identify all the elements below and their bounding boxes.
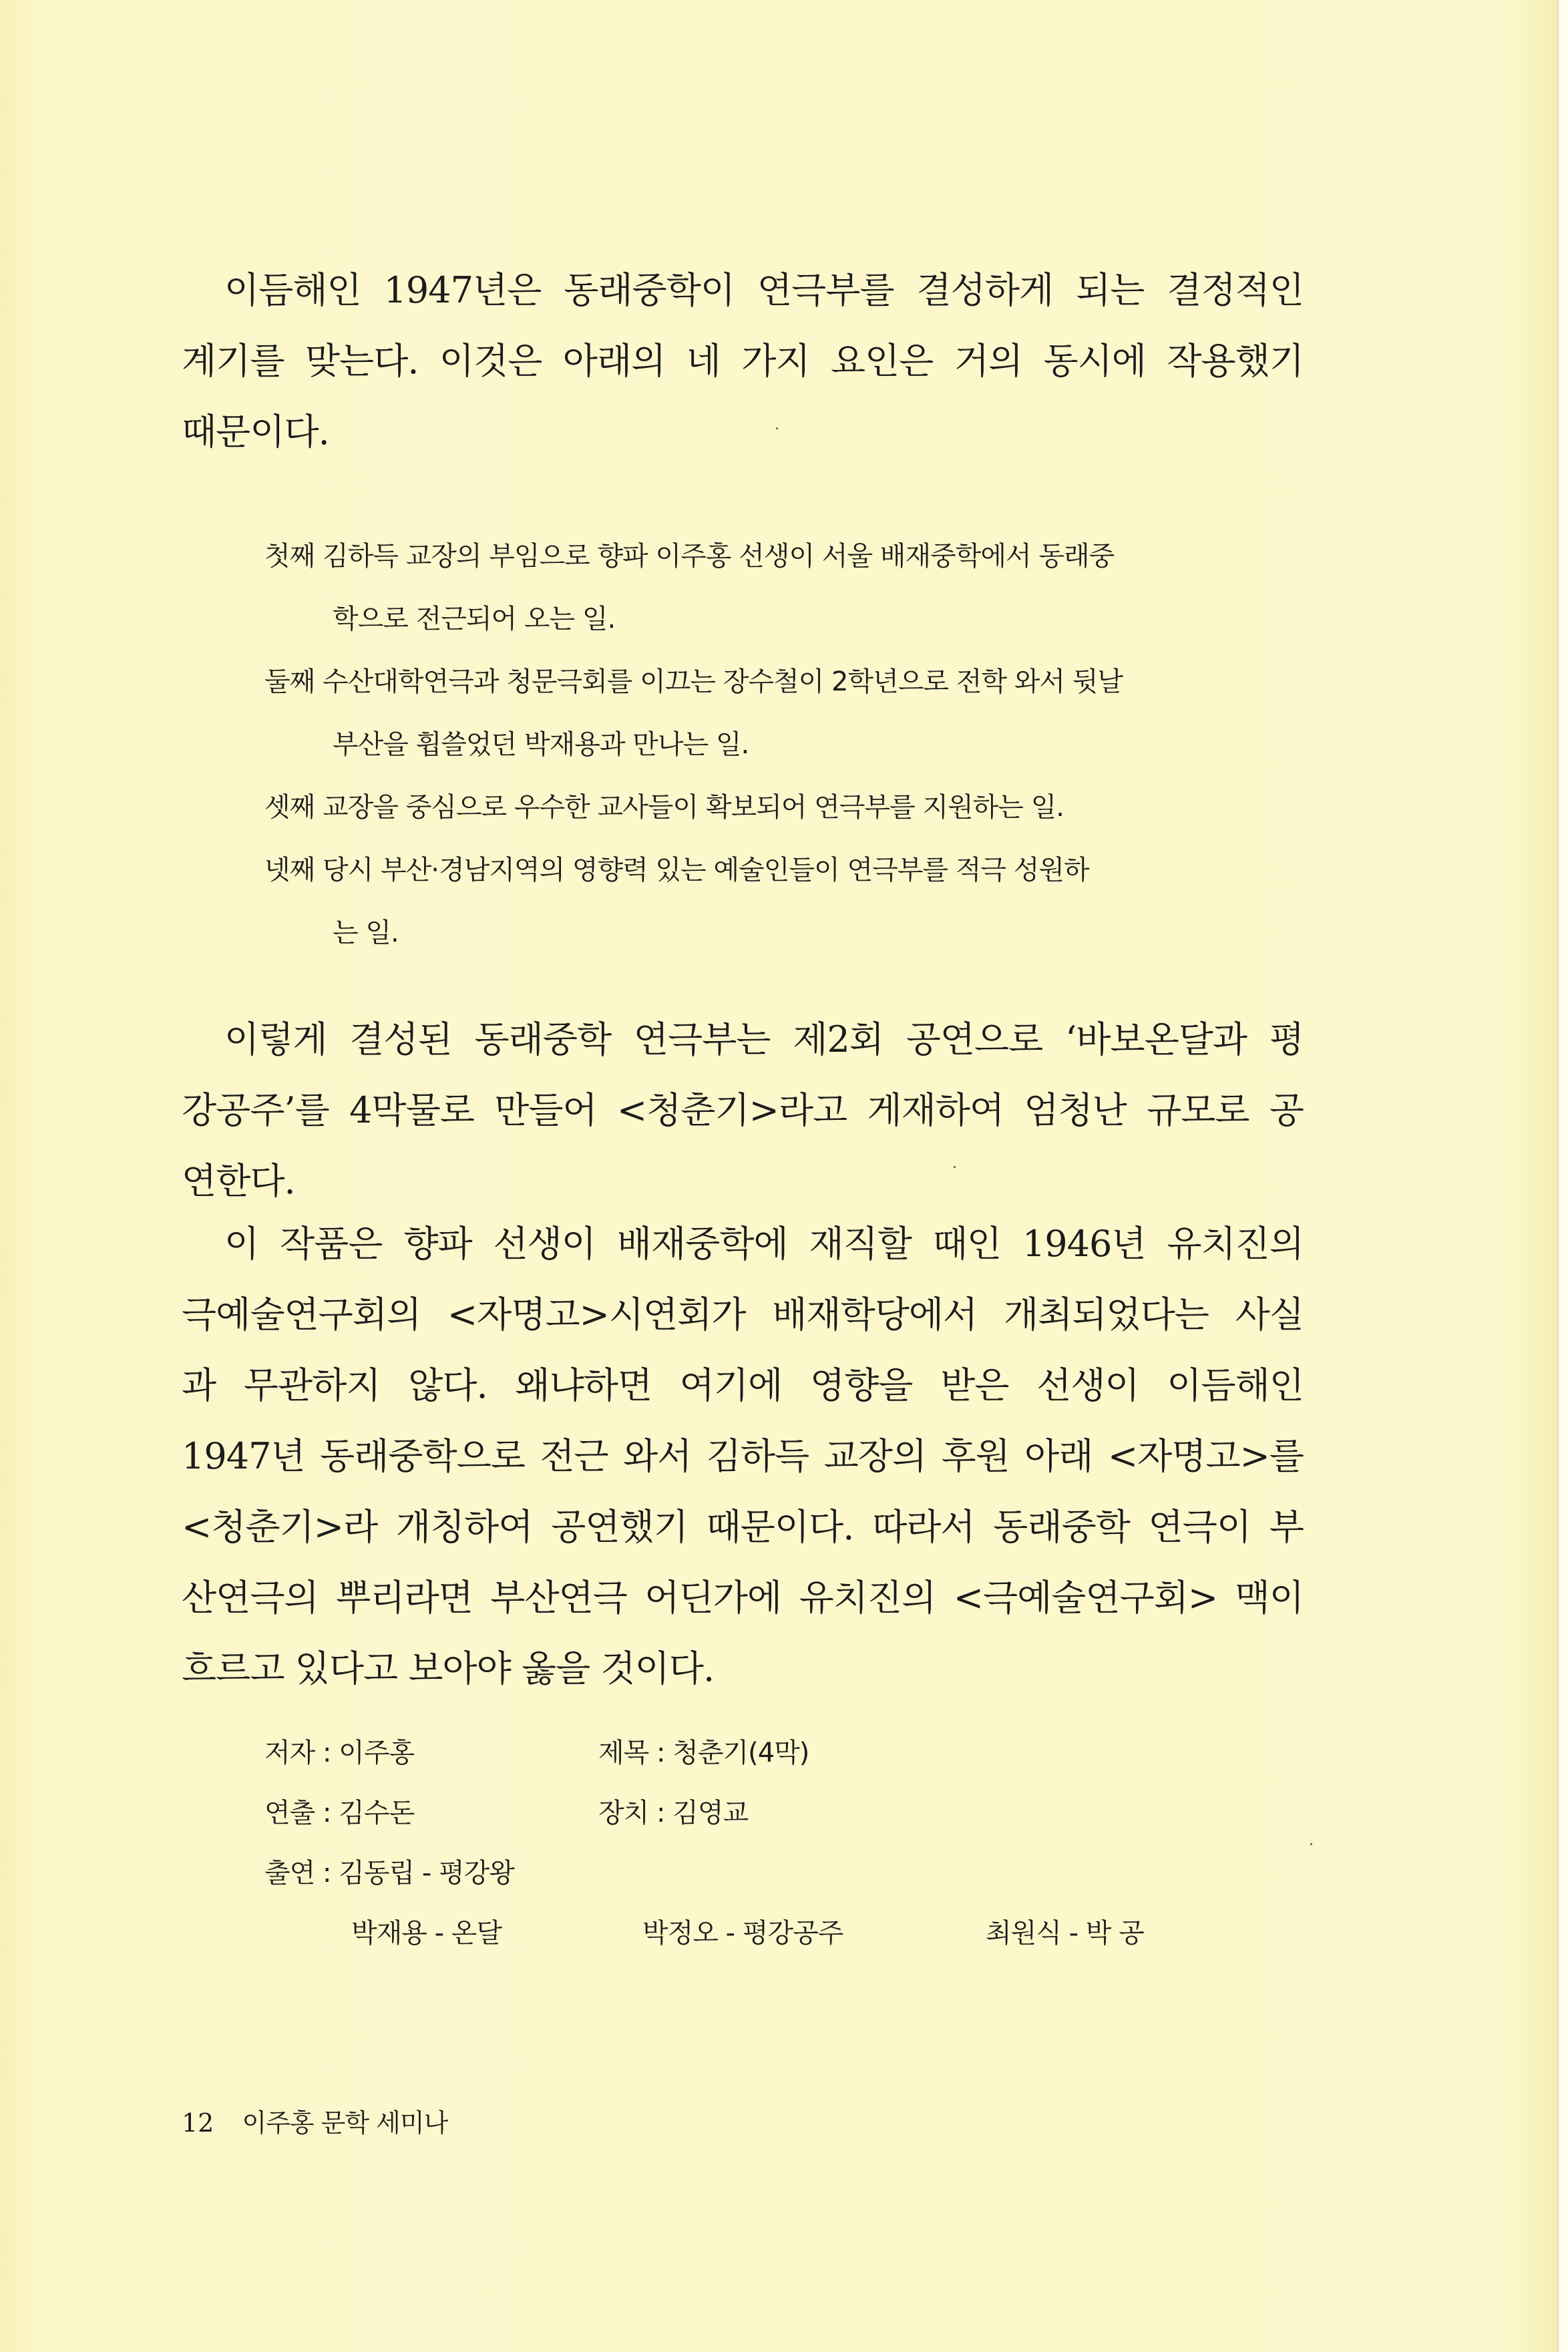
paragraph-line: 때문이다.	[182, 411, 329, 453]
paragraph-line: 과 무관하지 않다. 왜냐하면 여기에 영향을 받은 선생이 이듬해인	[182, 1364, 1304, 1406]
list-item-continuation: 부산을 휩쓸었던 박재용과 만나는 일.	[333, 729, 749, 760]
paragraph-line: 1947년 동래중학으로 전근 와서 김하득 교장의 후원 아래 <자명고>를	[182, 1435, 1304, 1477]
page-edge	[1557, 0, 1568, 2352]
paragraph-line: 이듬해인 1947년은 동래중학이 연극부를 결성하게 되는 결정적인	[224, 269, 1304, 311]
paragraph-formation	[182, 1004, 1304, 1217]
page-footer	[182, 2102, 447, 2139]
page-number: 12	[182, 2108, 214, 2138]
paragraph-intro	[182, 255, 1304, 467]
factor-list	[264, 525, 1233, 964]
paragraph-line: 연한다.	[182, 1160, 295, 1202]
credit-cast: 출연 : 김동립 - 평강왕	[264, 1858, 514, 1889]
scan-speck	[954, 1166, 956, 1168]
paragraph-line: 강공주’를 4막물로 만들어 <청춘기>라고 게재하여 엄청난 규모로 공	[182, 1089, 1304, 1131]
paragraph-line: 산연극의 뿌리라면 부산연극 어딘가에 유치진의 <극예술연구회> 맥이	[182, 1577, 1304, 1619]
credit-title: 제목 : 청춘기(4막)	[598, 1738, 809, 1768]
list-item: 둘째 수산대학연극과 청문극회를 이끄는 장수철이 2학년으로 전학 와서 뒷날	[264, 666, 1123, 697]
paragraph-origin	[182, 1209, 1304, 1704]
production-credits	[264, 1723, 1266, 1963]
credit-stage: 장치 : 김영교	[598, 1798, 749, 1828]
list-item: 셋째 교장을 중심으로 우수한 교사들이 확보되어 연극부를 지원하는 일.	[264, 792, 1064, 823]
running-title: 이주홍 문학 세미나	[242, 2108, 448, 2138]
scan-speck	[776, 427, 778, 429]
paragraph-line: 이 작품은 향파 선생이 배재중학에 재직할 때인 1946년 유치진의	[224, 1223, 1304, 1265]
credit-author: 저자 : 이주홍	[264, 1738, 415, 1768]
paragraph-line: 이렇게 결성된 동래중학 연극부는 제2회 공연으로 ‘바보온달과 평	[224, 1018, 1304, 1060]
credit-cast-member: 박정오 - 평강공주	[642, 1918, 843, 1949]
credit-director: 연출 : 김수돈	[264, 1798, 415, 1828]
paragraph-line: 흐르고 있다고 보아야 옳을 것이다.	[182, 1647, 715, 1690]
list-item: 넷째 당시 부산·경남지역의 영향력 있는 예술인들이 연극부를 적극 성원하	[264, 855, 1089, 886]
list-item-continuation: 학으로 전근되어 오는 일.	[333, 604, 616, 634]
list-item-continuation: 는 일.	[333, 918, 399, 948]
paragraph-line: 계기를 맞는다. 이것은 아래의 네 가지 요인은 거의 동시에 작용했기	[182, 340, 1304, 382]
credit-cast-member: 최원식 - 박 공	[986, 1918, 1144, 1949]
paragraph-line: <청춘기>라 개칭하여 공연했기 때문이다. 따라서 동래중학 연극이 부	[182, 1506, 1304, 1548]
scan-speck	[1310, 1843, 1312, 1845]
credit-cast-member: 박재용 - 온달	[351, 1918, 502, 1949]
paragraph-line: 극예술연구회의 <자명고>시연회가 배재학당에서 개최되었다는 사실	[182, 1294, 1304, 1336]
list-item: 첫째 김하득 교장의 부임으로 향파 이주홍 선생이 서울 배재중학에서 동래중	[264, 541, 1115, 572]
